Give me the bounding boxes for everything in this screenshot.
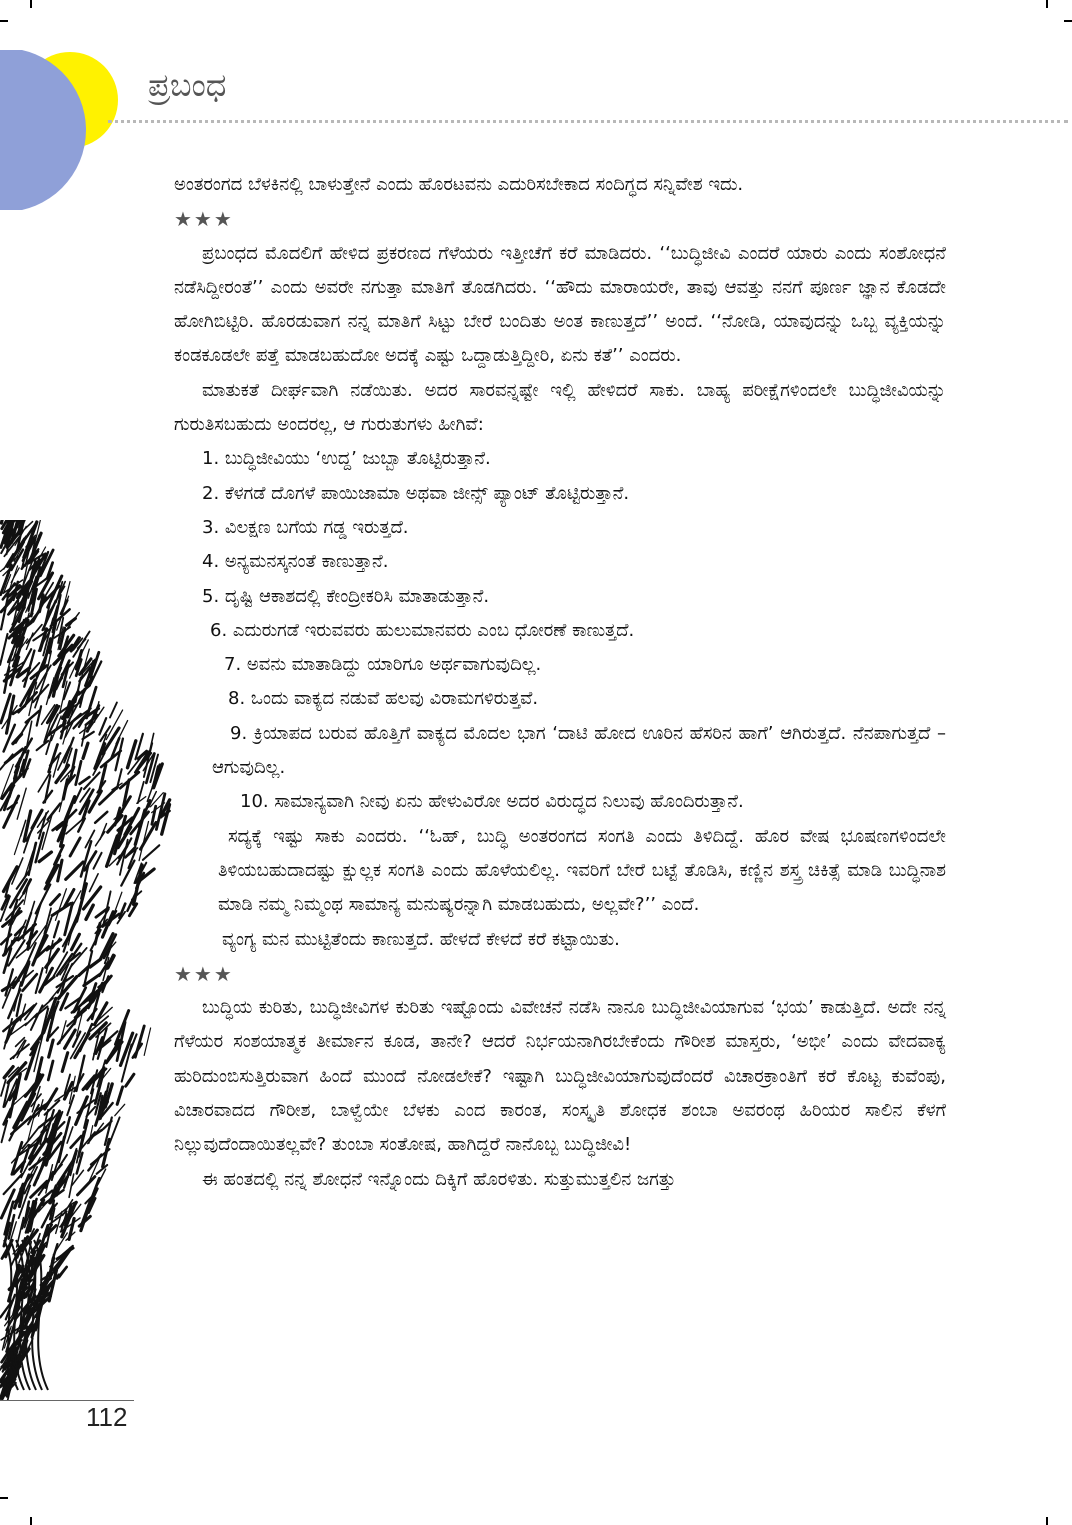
list-item: 9. ಕ್ರಿಯಾಪದ ಬರುವ ಹೊತ್ತಿಗೆ ವಾಕ್ಯದ ಮೊದಲ ಭಾಗ ‘ದಾಟಿ ಹೋದ ಊರಿನ ಹೆಸರಿನ ಹಾಗೆ’ ಆಗಿರುತ್ತದೆ. ನೆನಪಾಗುತ್ತದೆ – ಆಗುವುದಿಲ್ಲ. <box>212 722 946 779</box>
crop-mark <box>0 20 8 22</box>
header-dotted-rule <box>108 120 1068 123</box>
section-separator: ★★★ <box>174 207 234 232</box>
crop-mark <box>30 0 32 8</box>
paragraph: ಮಾತುಕತೆ ದೀರ್ಘವಾಗಿ ನಡೆಯಿತು. ಅದರ ಸಾರವನ್ನಷ್ಟೇ ಇಲ್ಲಿ ಹೇಳಿದರೆ ಸಾಕು. ಬಾಹ್ಯ ಪರೀಕ್ಷೆಗಳಿಂದಲೇ ಬುದ್ಧಿಜೀವಿಯನ್ನು ಗುರುತಿಸಬಹುದು ಅಂದರಲ್ಲ, ಆ ಗುರುತುಗಳು ಹೀಗಿವೆ: <box>174 379 946 436</box>
paragraph: ಬುದ್ಧಿಯ ಕುರಿತು, ಬುದ್ಧಿಜೀವಿಗಳ ಕುರಿತು ಇಷ್ಟೊಂದು ವಿವೇಚನೆ ನಡೆಸಿ ನಾನೂ ಬುದ್ಧಿಜೀವಿಯಾಗುವ ‘ಭಯ’ ಕಾಡುತ್ತಿದೆ. ಅದೇ ನನ್ನ ಗೆಳೆಯರ ಸಂಶಯಾತ್ಮಕ ತೀರ್ಮಾನ ಕೂಡ, ತಾನೇ? ಆದರೆ ನಿರ್ಭಯನಾಗಿರಬೇಕೆಂದು ಗೌರೀಶ ಮಾಸ್ತರು, ‘ಅಭೀ’ ಎಂದು ವೇದವಾಕ್ಯ ಹುರಿದುಂಬಿಸುತ್ತಿರುವಾಗ ಹಿಂದೆ ಮುಂದೆ ನೋಡಲೇಕೆ? ಇಷ್ಟಾಗಿ ಬುದ್ಧಿಜೀವಿಯಾಗುವುದೆಂದರೆ ವಿಚಾರಕ್ರಾಂತಿಗೆ ಕರೆ ಕೊಟ್ಟ ಕುವೆಂಪು, ವಿಚಾರವಾದದ ಗೌರೀಶ, ಬಾಳ್ವೆಯೇ ಬೆಳಕು ಎಂದ ಕಾರಂತ, ಸಂಸ್ಕೃತಿ ಶೋಧಕ ಶಂಬಾ ಅವರಂಥ ಹಿರಿಯರ ಸಾಲಿನ ಕೆಳಗೆ ನಿಲ್ಲುವುದೆಂದಾಯಿತಲ್ಲವೇ? ತುಂಬಾ ಸಂತೋಷ, ಹಾಗಿದ್ದರೆ ನಾನೊಬ್ಬ ಬುದ್ಧಿಜೀವಿ! <box>174 997 946 1156</box>
paragraph: ಈ ಹಂತದಲ್ಲಿ ನನ್ನ ಶೋಧನೆ ಇನ್ನೊಂದು ದಿಕ್ಕಿಗೆ ಹೊರಳಿತು. ಸುತ್ತುಮುತ್ತಲಿನ ಜಗತ್ತು <box>202 1168 676 1190</box>
paragraph: ಅಂತರಂಗದ ಬೆಳಕಿನಲ್ಲಿ ಬಾಳುತ್ತೇನೆ ಎಂದು ಹೊರಟವನು ಎದುರಿಸಬೇಕಾದ ಸಂದಿಗ್ಧದ ಸನ್ನಿವೇಶ ಇದು. <box>174 174 744 195</box>
paragraph: ಪ್ರಬಂಧದ ಮೊದಲಿಗೆ ಹೇಳಿದ ಪ್ರಕರಣದ ಗೆಳೆಯರು ಇತ್ತೀಚೆಗೆ ಕರೆ ಮಾಡಿದರು. ‘‘ಬುದ್ಧಿಜೀವಿ ಎಂದರೆ ಯಾರು ಎಂದು ಸಂಶೋಧನೆ ನಡೆಸಿದ್ದೀರಂತೆ’’ ಎಂದು ಅವರೇ ನಗುತ್ತಾ ಮಾತಿಗೆ ತೊಡಗಿದರು. ‘‘ಹೌದು ಮಾರಾಯರೇ, ತಾವು ಆವತ್ತು ನನಗೆ ಪೂರ್ಣ ಜ್ಞಾನ ಕೊಡದೇ ಹೋಗಿಬಿಟ್ಟಿರಿ. ಹೊರಡುವಾಗ ನನ್ನ ಮಾತಿಗೆ ಸಿಟ್ಟು ಬೇರೆ ಬಂದಿತು ಅಂತ ಕಾಣುತ್ತದೆ’’ ಅಂದೆ. ‘‘ನೋಡಿ, ಯಾವುದನ್ನು ಒಬ್ಬ ವ್ಯಕ್ತಿಯನ್ನು ಕಂಡಕೂಡಲೇ ಪತ್ತೆ ಮಾಡಬಹುದೋ ಅದಕ್ಕೆ ಎಷ್ಟು ಒದ್ದಾಡುತ್ತಿದ್ದೀರಿ, ಏನು ಕತೆ’’ ಎಂದರು. <box>174 242 946 367</box>
list-item: 10. ಸಾಮಾನ್ಯವಾಗಿ ನೀವು ಏನು ಹೇಳುವಿರೋ ಅದರ ವಿರುದ್ಧದ ನಿಲುವು ಹೊಂದಿರುತ್ತಾನೆ. <box>240 791 744 813</box>
list-item: 8. ಒಂದು ವಾಕ್ಯದ ನಡುವೆ ಹಲವು ವಿರಾಮಗಳಿರುತ್ತವೆ. <box>228 688 539 710</box>
body-text <box>174 168 946 1197</box>
footer-rule <box>0 1400 134 1401</box>
list-item: 3. ವಿಲಕ್ಷಣ ಬಗೆಯ ಗಡ್ಡ ಇರುತ್ತದೆ. <box>202 516 409 538</box>
section-title: ಪ್ರಬಂಧ <box>148 66 227 104</box>
list-item: 5. ದೃಷ್ಟಿ ಆಕಾಶದಲ್ಲಿ ಕೇಂದ್ರೀಕರಿಸಿ ಮಾತಾಡುತ್ತಾನೆ. <box>202 585 490 607</box>
list-item: 1. ಬುದ್ಧಿಜೀವಿಯು ‘ಉದ್ದ’ ಜುಬ್ಬಾ ತೊಟ್ಟಿರುತ್ತಾನೆ. <box>202 448 491 470</box>
sketch-illustration <box>0 520 200 1400</box>
crop-mark <box>1046 0 1048 8</box>
list-item: 2. ಕೆಳಗಡೆ ದೊಗಳೆ ಪಾಯಿಜಾಮಾ ಅಥವಾ ಜೀನ್ಸ್ ಪ್ಯಾಂಟ್ ತೊಟ್ಟಿರುತ್ತಾನೆ. <box>202 482 630 504</box>
list-item: 4. ಅನ್ಯಮನಸ್ಕನಂತೆ ಕಾಣುತ್ತಾನೆ. <box>202 551 389 573</box>
sketch-strokes <box>0 520 170 1400</box>
list-item: 6. ಎದುರುಗಡೆ ಇರುವವರು ಹುಲುಮಾನವರು ಎಂಬ ಧೋರಣೆ ಕಾಣುತ್ತದೆ. <box>210 619 635 641</box>
section-separator: ★★★ <box>174 961 234 986</box>
header-circles-decoration <box>0 50 130 210</box>
paragraph: ವ್ಯಂಗ್ಯ ಮನ ಮುಟ್ಟಿತೆಂದು ಕಾಣುತ್ತದೆ. ಹೇಳದೆ ಕೇಳದೆ ಕರೆ ಕಟ್ಟಾಯಿತು. <box>222 928 620 950</box>
paragraph: ಸದ್ಯಕ್ಕೆ ಇಷ್ಟು ಸಾಕು ಎಂದರು. ‘‘ಓಹ್, ಬುದ್ಧಿ ಅಂತರಂಗದ ಸಂಗತಿ ಎಂದು ತಿಳಿದಿದ್ದೆ. ಹೊರ ವೇಷ ಭೂಷಣಗಳಿಂದಲೇ ತಿಳಿಯಬಹುದಾದಷ್ಟು ಕ್ಷುಲ್ಲಕ ಸಂಗತಿ ಎಂದು ಹೊಳೆಯಲಿಲ್ಲ. ಇವರಿಗೆ ಬೇರೆ ಬಟ್ಟೆ ತೊಡಿಸಿ, ಕಣ್ಣಿನ ಶಸ್ತ್ರ ಚಿಕಿತ್ಸೆ ಮಾಡಿ ಬುದ್ಧಿನಾಶ ಮಾಡಿ ನಮ್ಮ ನಿಮ್ಮಂಥ ಸಾಮಾನ್ಯ ಮನುಷ್ಯರನ್ನಾಗಿ ಮಾಡಬಹುದು, ಅಲ್ಲವೇ?’’ ಎಂದೆ. <box>218 825 946 916</box>
list-item: 7. ಅವನು ಮಾತಾಡಿದ್ದು ಯಾರಿಗೂ ಅರ್ಥವಾಗುವುದಿಲ್ಲ. <box>224 654 542 676</box>
page-number: 112 <box>86 1402 128 1432</box>
crop-mark <box>1064 20 1072 22</box>
crop-mark <box>0 1497 8 1499</box>
crop-mark <box>30 1517 32 1525</box>
crop-mark <box>1046 1517 1048 1525</box>
